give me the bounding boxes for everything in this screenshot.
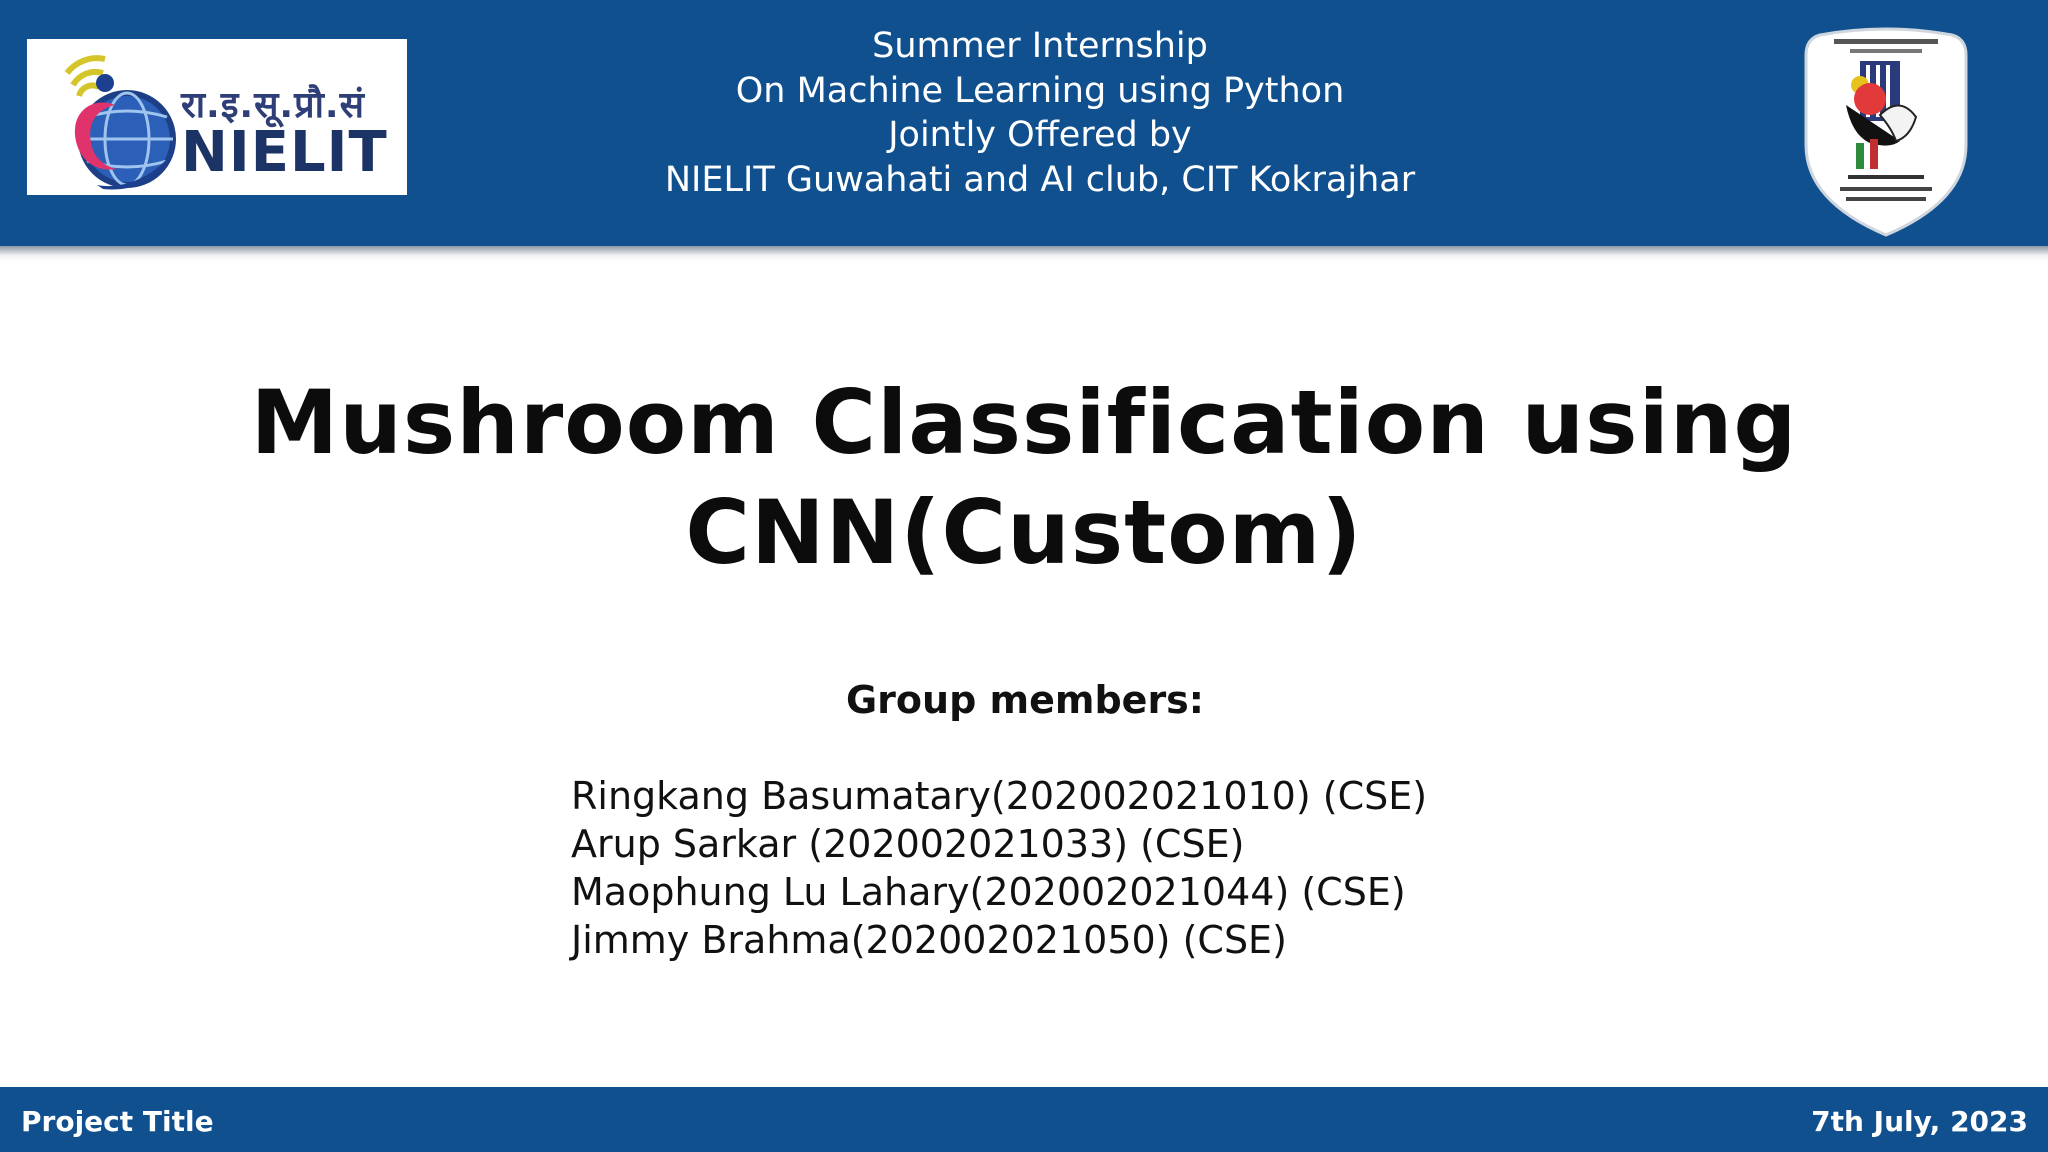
header-title-block [560, 24, 1520, 202]
member-item: Ringkang Basumatary(202002021010) (CSE) [571, 774, 1428, 818]
header-shadow [0, 246, 2048, 262]
slide-title-line-1: Mushroom Classification using [250, 371, 1798, 474]
member-item: Maophung Lu Lahary(202002021044) (CSE) [571, 870, 1406, 914]
group-members-label: Group members: [845, 678, 1204, 722]
member-item: Arup Sarkar (202002021033) (CSE) [571, 822, 1245, 866]
header-line-2: On Machine Learning using Python [735, 70, 1345, 111]
cit-kokrajhar-crest-icon [1800, 25, 1972, 238]
nielit-globe-logo-icon [27, 39, 187, 195]
footer-band [0, 1087, 2048, 1152]
member-item: Jimmy Brahma(202002021050) (CSE) [571, 918, 1287, 962]
header-line-4: NIELIT Guwahati and AI club, CIT Kokrajhar [664, 159, 1416, 200]
header-band [0, 0, 2048, 246]
header-line-1: Summer Internship [872, 26, 1208, 66]
nielit-logo [27, 39, 407, 195]
logo-hindi-text: रा.इ.सू.प्रौ.सं [181, 85, 365, 126]
header-line-3: Jointly Offered by [888, 115, 1192, 155]
logo-brand-text: NIELIT [181, 120, 388, 185]
slide-title [180, 368, 1868, 588]
slide-title-line-2: CNN(Custom) [685, 481, 1363, 584]
group-members-list [571, 772, 1571, 964]
footer-date: 7th July, 2023 [1811, 1105, 2028, 1138]
footer-project-title: Project Title [21, 1105, 214, 1138]
